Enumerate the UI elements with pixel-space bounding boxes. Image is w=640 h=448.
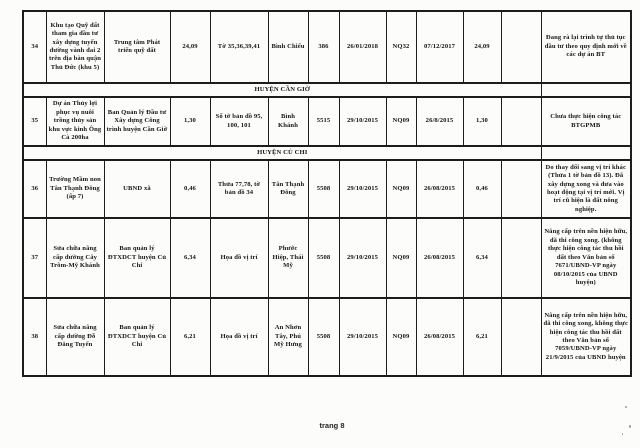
table-cell: 5508 (308, 218, 339, 298)
table-cell: Do thay đổi sang vị trí khác (Thửa 1 tờ bản đồ 13). Đã xây dựng xong và đưa vào hoạt động tại vị trí mới. Vị trí cũ hiện là đất nông nghiệp. (541, 160, 631, 218)
table-cell: Họa đồ vị trí (210, 218, 268, 298)
table-row (23, 11, 631, 83)
table-row (23, 97, 631, 146)
table-cell: 24,09 (463, 11, 501, 83)
table-cell: Đang rà lại trình tự thủ tục đầu tư theo quy định mới về các dự án BT (541, 11, 631, 83)
table-cell (501, 218, 541, 298)
table-cell: Số tờ bản đồ 95, 100, 101 (210, 97, 268, 146)
table-cell (501, 97, 541, 146)
table-cell: UBND xã (104, 160, 170, 218)
table-cell: 5515 (308, 97, 339, 146)
table-body (23, 11, 631, 376)
table-cell: Nâng cấp trên nền hiện hữu, đã thi công xong, không thực hiện công tác thu hồi đất theo Văn bản số 7059/UBND-VP ngày 21/9/2015 của UBND huyện (541, 298, 631, 376)
table-cell: 26/01/2018 (339, 11, 386, 83)
land-projects-table (22, 10, 632, 377)
table-cell: 29/10/2015 (339, 160, 386, 218)
table-cell: 5508 (308, 160, 339, 218)
table-cell: Bình Khánh (268, 97, 308, 146)
table-cell: Sửa chữa nâng cấp đường Cây Trôm-Mỹ Khánh (46, 218, 104, 298)
table-cell: 6,21 (170, 298, 210, 376)
section-label: HUYỆN CẦN GIỜ (23, 83, 541, 97)
table-cell: Tân Thạnh Đông (268, 160, 308, 218)
section-label: HUYỆN CỦ CHI (23, 146, 541, 160)
table-cell: 26/08/2015 (416, 160, 463, 218)
table-cell (501, 160, 541, 218)
section-row (23, 146, 631, 160)
table-cell: NQ09 (386, 97, 416, 146)
table-row (23, 218, 631, 298)
table-cell: Ban quản lý ĐTXDCT huyện Củ Chi (104, 218, 170, 298)
table-cell: Khu tạo Quỹ đất tham gia đầu tư xây dựng tuyến đường vành đai 2 trên địa bàn quận Thủ Đức (khu 5) (46, 11, 104, 83)
table-cell: Bình Chiểu (268, 11, 308, 83)
table-cell: 35 (23, 97, 46, 146)
table-cell: NQ32 (386, 11, 416, 83)
table-row (23, 160, 631, 218)
table-cell: Tờ 35,36,39,41 (210, 11, 268, 83)
table-cell: Họa đồ vị trí (210, 298, 268, 376)
table-cell: Thửa 77,78, tờ bản đồ 34 (210, 160, 268, 218)
section-note-cell (541, 146, 631, 160)
table-cell: NQ09 (386, 218, 416, 298)
table-cell: 29/10/2015 (339, 97, 386, 146)
table-cell: Ban Quản lý Đầu tư Xây dựng Công trình huyện Cần Giờ (104, 97, 170, 146)
table-cell: 26/08/2015 (416, 218, 463, 298)
table-cell: 0,46 (170, 160, 210, 218)
table-cell: 6,34 (170, 218, 210, 298)
table-cell: Dự án Thủy lợi phục vụ nuôi trồng thủy sản khu vực kinh Ông Cà 200ha (46, 97, 104, 146)
table-cell: 34 (23, 11, 46, 83)
table-cell: 37 (23, 218, 46, 298)
table-row (23, 298, 631, 376)
scan-speck (625, 406, 627, 408)
table-cell: Nâng cấp trên nền hiện hữu, đã thi công xong. (không thực hiện công tác thu hồi đất theo Văn bản số 7671/UBND-VP ngày 08/10/2015 của UBND huyện) (541, 218, 631, 298)
page-number: trang 8 (319, 421, 345, 430)
table-cell: Trường Mầm non Tân Thạnh Đông (ấp 7) (46, 160, 104, 218)
table-cell: 36 (23, 160, 46, 218)
table-cell: An Nhơn Tây, Phú Mỹ Hưng (268, 298, 308, 376)
table-cell: 29/10/2015 (339, 298, 386, 376)
table-cell: Trung tâm Phát triển quỹ đất (104, 11, 170, 83)
table-cell: 38 (23, 298, 46, 376)
table-cell: 26/08/2015 (416, 298, 463, 376)
table-cell: 6,34 (463, 218, 501, 298)
table-cell: 6,21 (463, 298, 501, 376)
table-cell: 386 (308, 11, 339, 83)
table-cell (501, 11, 541, 83)
table-cell: 29/10/2015 (339, 218, 386, 298)
table-cell: Sửa chữa nâng cấp đường Đỗ Đăng Tuyển (46, 298, 104, 376)
table-cell (501, 298, 541, 376)
scan-speck (622, 433, 623, 435)
table-cell: 1,30 (463, 97, 501, 146)
section-row (23, 83, 631, 97)
table-cell: 24,09 (170, 11, 210, 83)
table-cell: 0,46 (463, 160, 501, 218)
table-cell: Ban quản lý ĐTXDCT huyện Củ Chi (104, 298, 170, 376)
table-cell: 26/8/2015 (416, 97, 463, 146)
table-cell: Phước Hiệp, Thái Mỹ (268, 218, 308, 298)
table-cell: 07/12/2017 (416, 11, 463, 83)
scan-speck (629, 425, 631, 428)
section-note-cell (541, 83, 631, 97)
table-cell: 1,30 (170, 97, 210, 146)
table-cell: NQ09 (386, 298, 416, 376)
table-cell: NQ09 (386, 160, 416, 218)
table-cell: 5508 (308, 298, 339, 376)
table-cell: Chưa thực hiện công tác BTGPMB (541, 97, 631, 146)
